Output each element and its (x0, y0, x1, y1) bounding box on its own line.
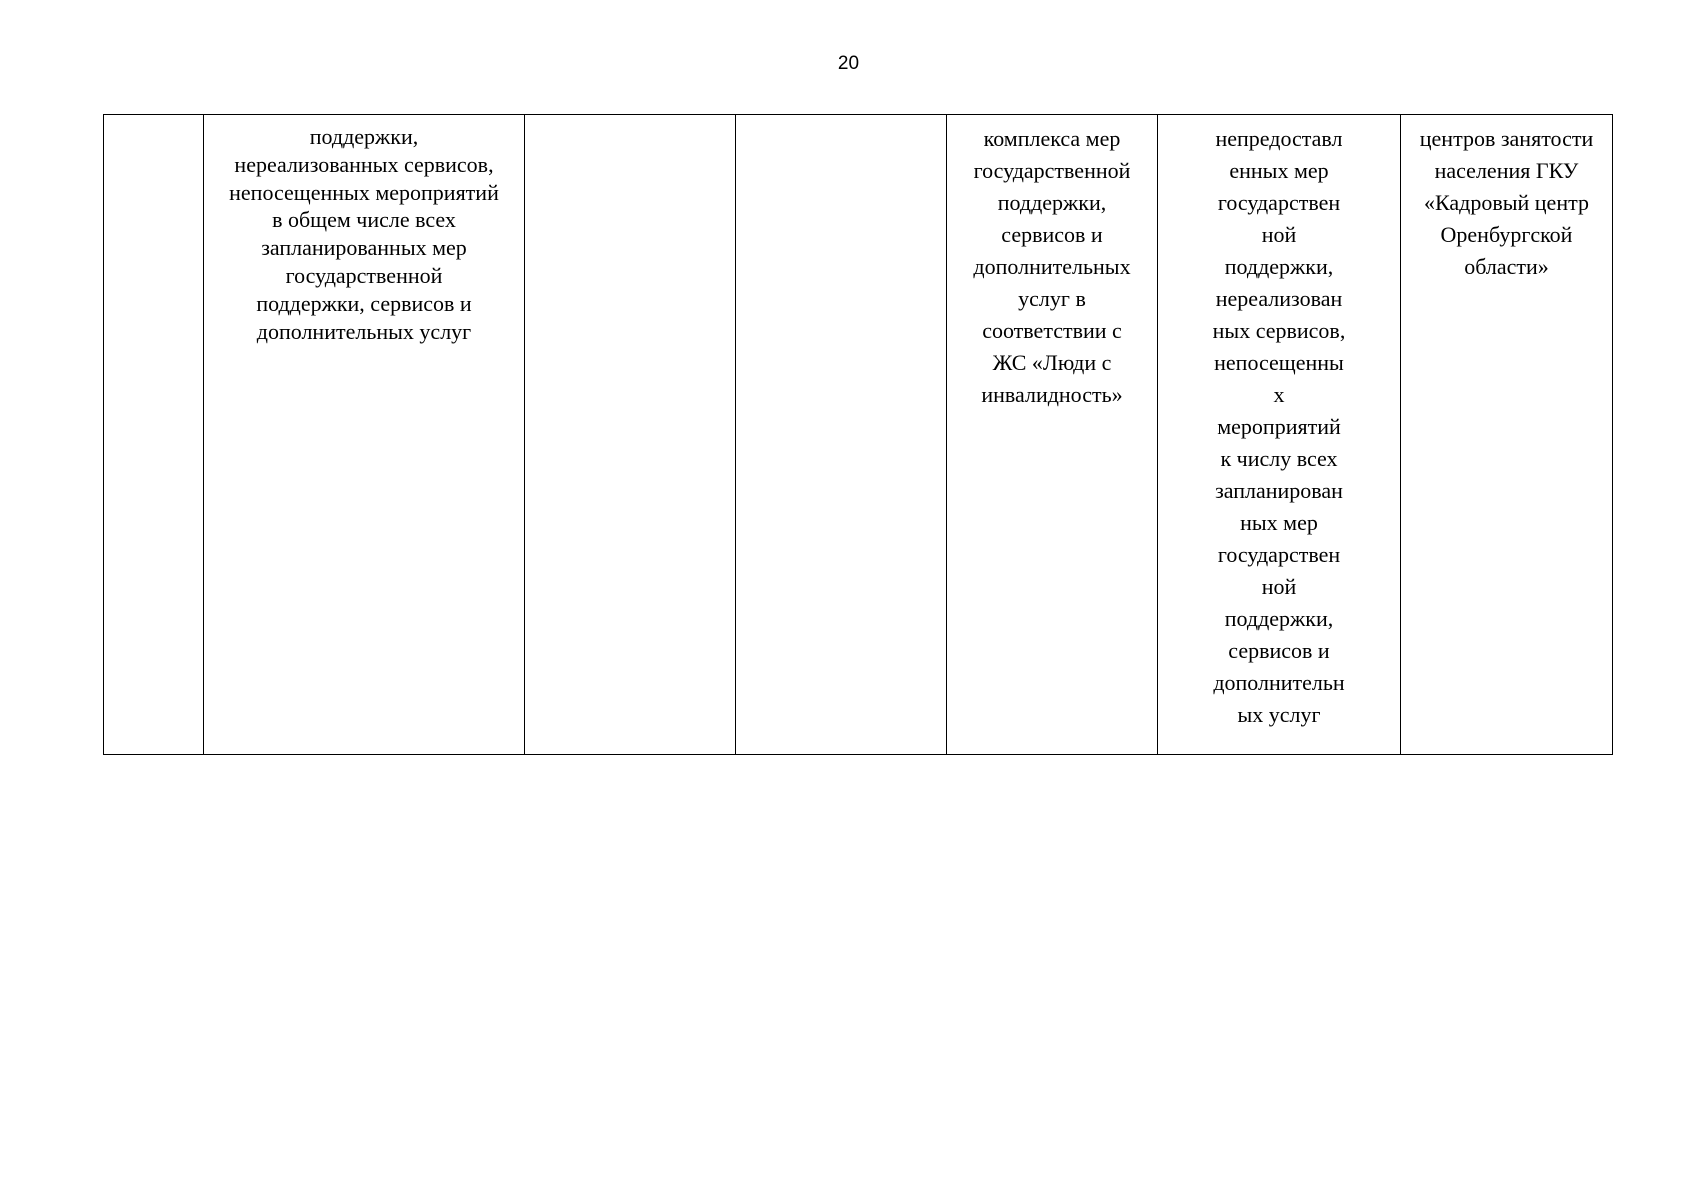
table-cell-5 (947, 115, 1158, 755)
table-cell-1 (104, 115, 204, 755)
table-row (104, 115, 1613, 755)
data-table (103, 114, 1613, 755)
cell-text: непредоставл енных мер государствен ной поддержки, нереализован ных сервисов, непосещенны х мероприятий к числу всех запланирован ных мер государствен ной поддержки, сервисов и дополнительн ых услуг (1212, 126, 1346, 727)
table-cell-4 (736, 115, 947, 755)
page-number: 20 (837, 53, 860, 74)
cell-text: поддержки, нереализованных сервисов, непосещенных мероприятий в общем числе всех запланированных мер государственной поддержки, сервисов и дополнительных услуг (229, 124, 499, 344)
cell-text: центров занятости населения ГКУ «Кадровый центр Оренбургской области» (1419, 126, 1594, 279)
table-cell-6 (1158, 115, 1401, 755)
table-cell-7 (1401, 115, 1613, 755)
cell-text: комплекса мер государственной поддержки, сервисов и дополнительных услуг в соответствии с ЖС «Люди с инвалидность» (973, 126, 1131, 407)
table-cell-3 (525, 115, 736, 755)
table-cell-2 (204, 115, 525, 755)
